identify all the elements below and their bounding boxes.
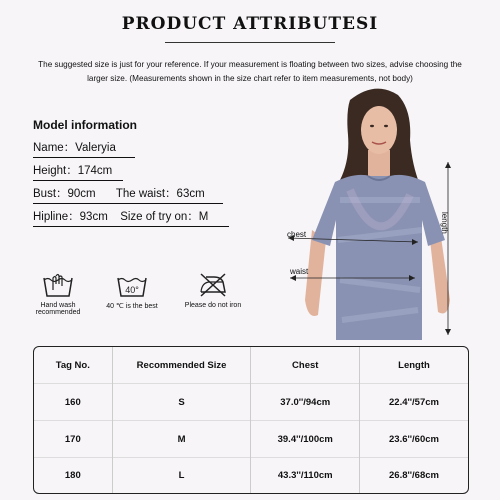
model-name (33, 139, 116, 155)
size-chart-table (33, 346, 469, 494)
model-height (33, 162, 112, 178)
model-photo (280, 80, 480, 345)
table-row (34, 421, 468, 458)
model-bust-waist (33, 185, 205, 201)
length-label: length (440, 212, 449, 234)
header-chest: Chest (251, 347, 360, 384)
no-iron-label: Please do not iron (184, 302, 242, 309)
care-hand-wash (30, 270, 86, 316)
title-underline (165, 42, 335, 43)
model-bust-underline (33, 203, 223, 204)
cell-chest: 43.3''/110cm (251, 458, 360, 494)
model-bust-text: Bust：90cm (33, 188, 96, 200)
waist-label: waist (290, 267, 309, 276)
chest-label: chest (287, 230, 307, 239)
model-name-text: Name：Valeryia (33, 142, 116, 154)
table-row (34, 458, 468, 494)
model-waist-text: The waist：63cm (115, 188, 205, 200)
header-length: Length (398, 359, 430, 371)
model-height-text: Height：174cm (33, 165, 113, 177)
header-tag-no: Tag No. (34, 347, 112, 384)
cell-tag: 170 (34, 421, 112, 458)
cell-length: 26.8''/68cm (359, 458, 468, 494)
model-tryon-text: Size of try on：M (120, 211, 209, 223)
model-hipline-underline (33, 226, 229, 227)
page-title: PRODUCT ATTRIBUTESI (121, 14, 379, 34)
cell-size: M (112, 421, 251, 458)
header-recommended-size: Recommended Size (112, 347, 251, 384)
cell-tag: 160 (34, 384, 112, 421)
care-no-iron (178, 270, 248, 309)
care-wash-40 (102, 270, 162, 310)
table-header-row (34, 347, 468, 384)
hand-wash-icon (41, 270, 75, 298)
hand-wash-label: Hand wash recommended (35, 302, 81, 316)
wash-40-icon (115, 270, 149, 298)
model-height-underline (33, 180, 123, 181)
cell-chest: 39.4''/100cm (251, 421, 360, 458)
cell-tag: 180 (34, 458, 112, 494)
no-iron-icon (196, 270, 230, 298)
model-hipline-text: Hipline：93cm (33, 211, 108, 223)
cell-length: 22.4''/57cm (359, 384, 468, 421)
size-note: The suggested size is just for your reference. If your measurement is floating between two sizes, advise choosing the larger size. (Measurements shown in the size chart refer to item measurements, not body) (38, 60, 462, 83)
cell-size: L (112, 458, 251, 494)
model-name-underline (33, 157, 135, 158)
cell-chest: 37.0''/94cm (251, 384, 360, 421)
cell-length: 23.6''/60cm (359, 421, 468, 458)
wash-temp-symbol: 40° (125, 285, 139, 295)
cell-size: S (112, 384, 251, 421)
table-row (34, 384, 468, 421)
wash-40-label: 40 ℃ is the best (106, 303, 158, 310)
model-info-heading: Model information (33, 118, 137, 132)
model-hipline-tryon (33, 208, 208, 224)
